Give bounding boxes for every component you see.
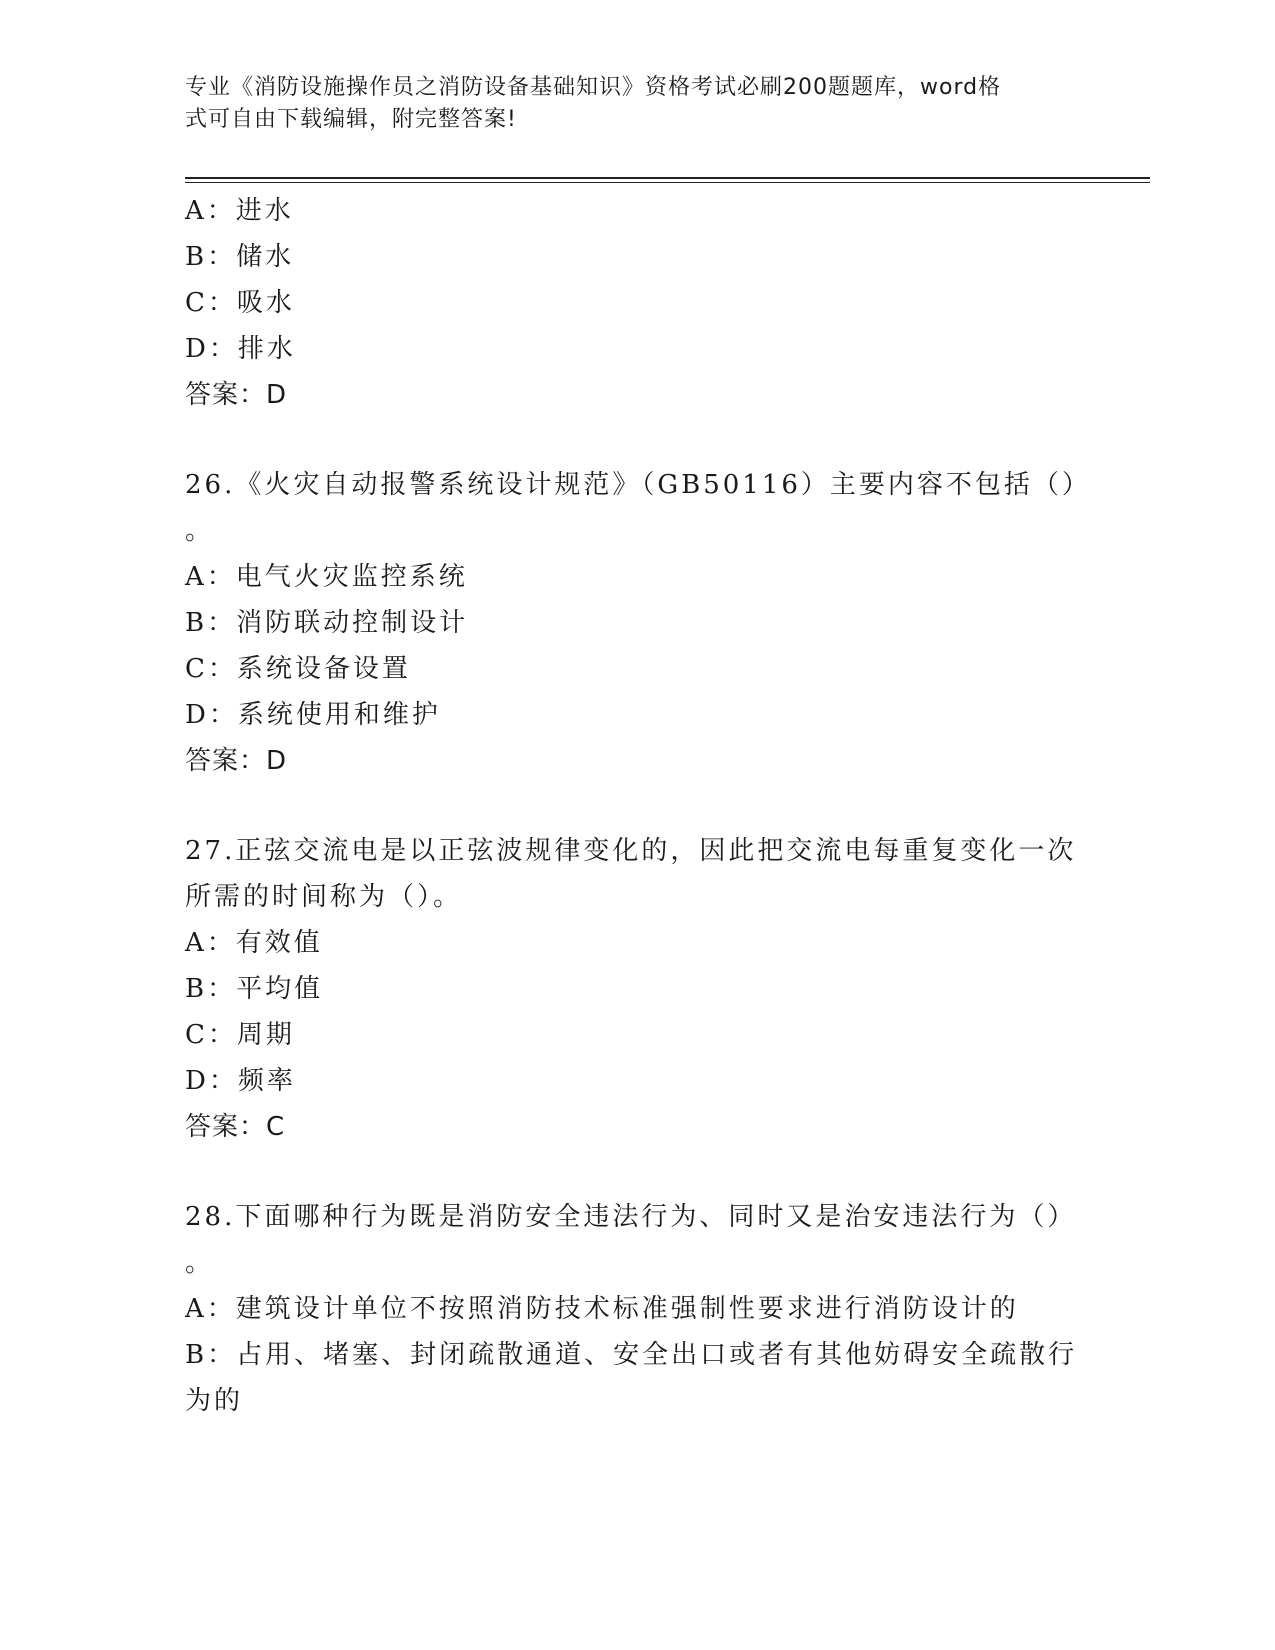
question-text: 27.正弦交流电是以正弦波规律变化的，因此把交流电每重复变化一次 — [185, 836, 1077, 866]
option-b: B：消防联动控制设计 — [185, 608, 469, 638]
option-b: B：储水 — [185, 242, 295, 272]
question-text: 28.下面哪种行为既是消防安全违法行为、同时又是治安违法行为（） — [185, 1202, 1077, 1232]
answer: 答案：C — [185, 1112, 286, 1142]
option-b: B：占用、堵塞、封闭疏散通道、安全出口或者有其他妨碍安全疏散行 — [185, 1340, 1078, 1370]
spacer — [185, 1150, 1065, 1194]
answer: 答案：D — [185, 746, 288, 776]
document-header — [185, 72, 1065, 136]
header-divider-thin — [185, 182, 1150, 183]
question-26 — [185, 462, 1091, 784]
header-line-2: 式可自由下载编辑，附完整答案! — [185, 107, 517, 132]
question-text: 26.《火灾自动报警系统设计规范》（GB50116）主要内容不包括（） — [185, 470, 1091, 500]
option-a: A：电气火灾监控系统 — [185, 562, 468, 592]
question-27 — [185, 828, 1077, 1150]
spacer — [185, 418, 1065, 462]
question-28 — [185, 1194, 1078, 1424]
option-c: C：吸水 — [185, 288, 295, 318]
option-a: A：有效值 — [185, 928, 323, 958]
question-text-cont: 。 — [185, 1248, 215, 1278]
option-b: B：平均值 — [185, 974, 324, 1004]
question-25-continued — [185, 188, 1065, 418]
option-c: C：周期 — [185, 1020, 295, 1050]
header-line-1: 专业《消防设施操作员之消防设备基础知识》资格考试必刷200题题库，word格 — [185, 75, 1002, 100]
answer: 答案：D — [185, 380, 288, 410]
option-a: A：进水 — [185, 196, 294, 226]
option-d: D：频率 — [185, 1066, 296, 1096]
question-text-cont: 所需的时间称为（）。 — [185, 882, 463, 912]
option-d: D：系统使用和维护 — [185, 700, 441, 730]
option-d: D：排水 — [185, 334, 296, 364]
header-divider-thick — [185, 177, 1150, 179]
option-c: C：系统设备设置 — [185, 654, 411, 684]
option-b-cont: 为的 — [185, 1386, 244, 1416]
question-text-cont: 。 — [185, 516, 215, 546]
option-a: A：建筑设计单位不按照消防技术标准强制性要求进行消防设计的 — [185, 1294, 1019, 1324]
spacer — [185, 784, 1065, 828]
question-list — [185, 188, 1091, 1424]
